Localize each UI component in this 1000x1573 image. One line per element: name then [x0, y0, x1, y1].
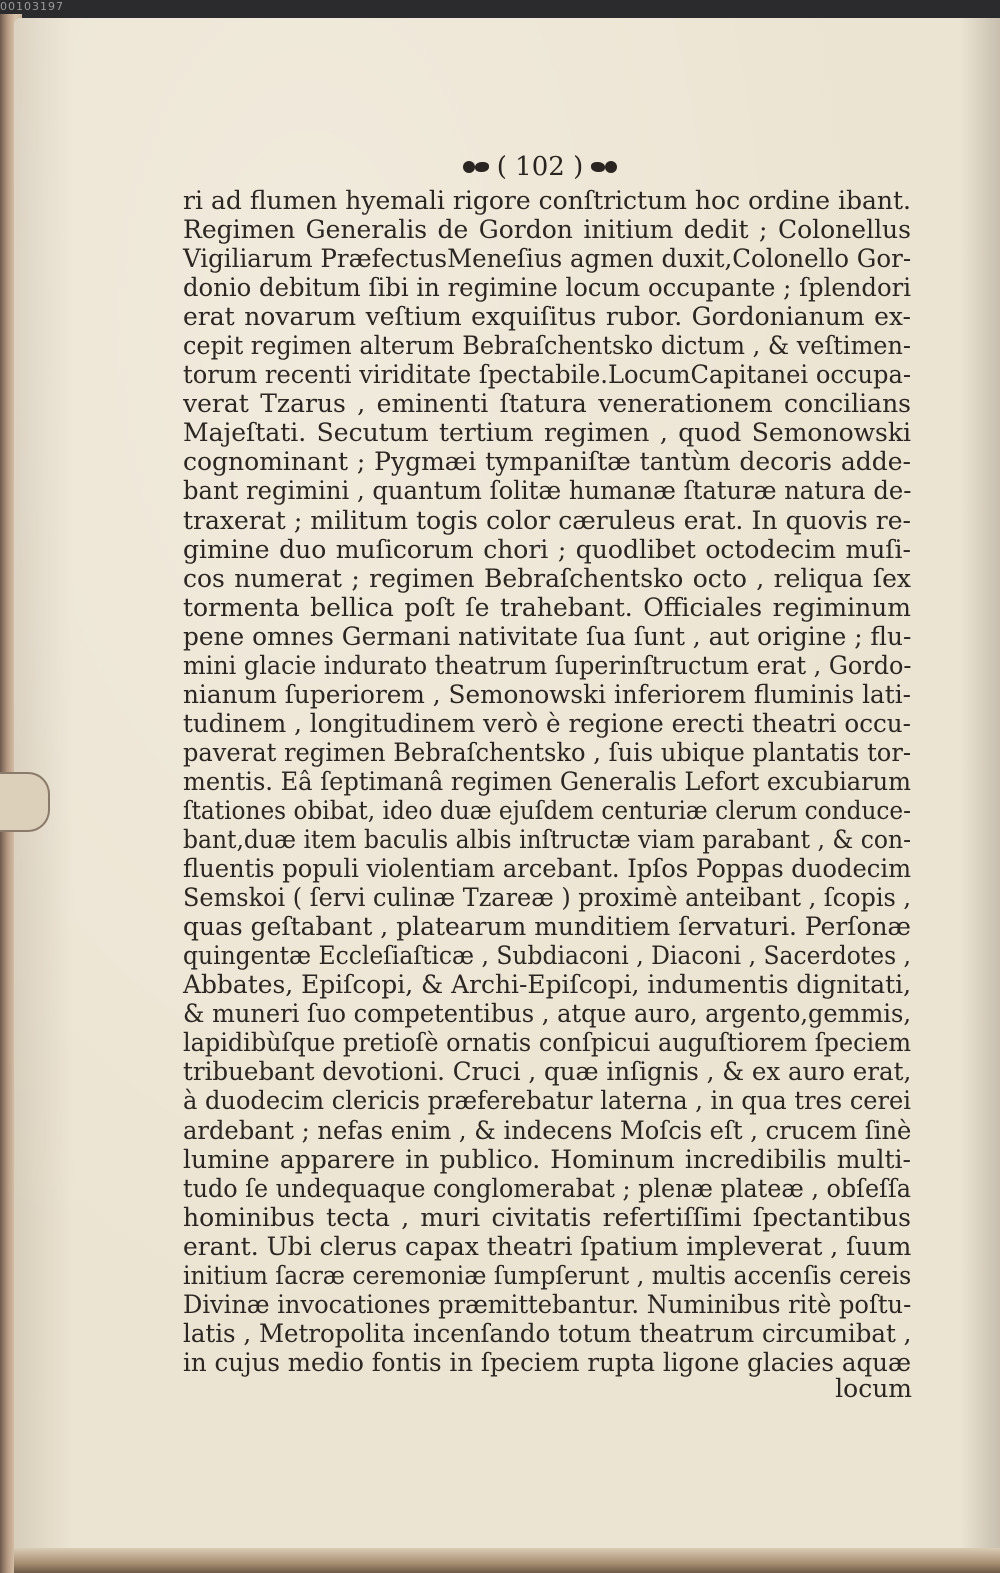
catchword: locum — [835, 1374, 912, 1403]
text-line: tudo ſe undequaque conglomerabat ; plenæ plateæ , obſeſſa — [183, 1173, 911, 1203]
text-line: cepit regimen alterum Bebraſchentsko dictum , & veſtimen- — [183, 331, 911, 361]
text-line: pene omnes Germani nativitate ſua ſunt , aut origine ; flu- — [183, 621, 912, 651]
page-header — [440, 150, 640, 184]
book-bottom-edge — [14, 1548, 1000, 1573]
text-line: cognominant ; Pygmæi tympaniſtæ tantùm decoris adde- — [183, 447, 911, 477]
text-line: & muneri ſuo competentibus , atque auro, argento,gemmis, — [183, 999, 911, 1029]
text-line: in cujus medio fontis in ſpeciem rupta ligone glacies aquæ — [183, 1347, 911, 1377]
text-line: à duodecim clericis præferebatur laterna , in qua tres cerei — [183, 1086, 911, 1116]
right-ornament-icon — [589, 158, 619, 176]
text-line: quingentæ Eccleſiaſticæ , Subdiaconi , Diaconi , Sacerdotes , — [183, 941, 911, 971]
text-line: fluentis populi violentiam arcebant. Ipſos Poppas duodecim — [183, 854, 912, 884]
text-line: Abbates, Epiſcopi, & Archi-Epiſcopi, indumentis dignitati, — [183, 970, 911, 1000]
text-line: bant,duæ item baculis albis inſtructæ viam parabant , & con- — [183, 825, 911, 855]
text-line: mentis. Eâ ſeptimanâ regimen Generalis Lefort excubiarum — [183, 766, 912, 796]
text-line: Semskoi ( ſervi culinæ Tzareæ ) proximè anteibant , ſcopis , — [183, 883, 911, 913]
text-line: bant regimini , quantum ſolitæ humanæ ſtaturæ natura de- — [183, 476, 912, 506]
text-line: Regimen Generalis de Gordon initium dedit ; Colonellus — [183, 215, 911, 245]
text-line: initium ſacræ ceremoniæ ſumpſerunt , multis accenſis cereis — [183, 1260, 912, 1290]
text-line: Majeſtati. Secutum tertium regimen , quod Semonowski — [183, 418, 911, 448]
text-line: lumine apparere in publico. Hominum incredibilis multi- — [183, 1144, 911, 1174]
text-line: erant. Ubi clerus capax theatri ſpatium impleverat , ſuum — [183, 1231, 912, 1261]
text-line: latis , Metropolita incenſando totum theatrum circumibat , — [183, 1318, 912, 1348]
scan-id-label: 00103197 — [0, 0, 64, 13]
text-line: lapidibùſque pretioſè ornatis conſpicui auguſtiorem ſpeciem — [183, 1028, 911, 1058]
text-line: quas geſtabant , platearum munditiem ſervaturi. Perſonæ — [183, 912, 911, 942]
text-line: tudinem , longitudinem verò è regione erecti theatri occu- — [183, 708, 911, 738]
text-line: tribuebant devotioni. Cruci , quæ inſignis , & ex auro erat, — [183, 1057, 912, 1087]
text-line: nianum ſuperiorem , Semonowski inferiorem fluminis lati- — [183, 679, 911, 709]
text-line: cos numerat ; regimen Bebraſchentsko octo , reliqua ſex — [183, 563, 911, 593]
text-line: ardebant ; nefas enim , & indecens Moſcis eſt , crucem ſinè — [183, 1115, 912, 1145]
text-line: Divinæ invocationes præmittebantur. Numinibus ritè poſtu- — [183, 1289, 912, 1319]
text-line: hominibus tecta , muri civitatis refertiſſimi ſpectantibus — [183, 1202, 911, 1232]
text-line: tormenta bellica poſt ſe trahebant. Officiales regiminum — [183, 592, 911, 622]
text-line: Vigiliarum PræfectusMeneſius agmen duxit,Colonello Gor- — [183, 244, 912, 274]
page-number: ( 102 ) — [496, 152, 584, 182]
text-line: verat Tzarus , eminenti ſtatura venerationem concilians — [183, 389, 911, 419]
text-line: ri ad flumen hyemali rigore conſtrictum hoc ordine ibant. — [183, 186, 911, 215]
text-line: mini glacie indurato theatrum ſuperinſtructum erat , Gordo- — [183, 650, 912, 680]
text-line: traxerat ; militum togis color cæruleus erat. In quovis re- — [183, 505, 911, 535]
text-line: erat novarum veſtium exquiſitus rubor. Gordonianum ex- — [183, 302, 911, 332]
text-line: paverat regimen Bebraſchentsko , ſuis ubique plantatis tor- — [183, 737, 911, 767]
text-line: gimine duo muſicorum chori ; quodlibet octodecim muſi- — [183, 534, 911, 564]
text-line: torum recenti viriditate ſpectabile.LocumCapitanei occupa- — [183, 360, 911, 390]
page-tab-marker — [0, 772, 50, 832]
text-line: ſtationes obibat, ideo duæ ejuſdem centuriæ clerum conduce- — [183, 795, 911, 825]
body-text — [183, 186, 913, 1377]
left-ornament-icon — [461, 158, 491, 176]
text-line: donio debitum ſibi in regimine locum occupante ; ſplendori — [183, 273, 911, 303]
